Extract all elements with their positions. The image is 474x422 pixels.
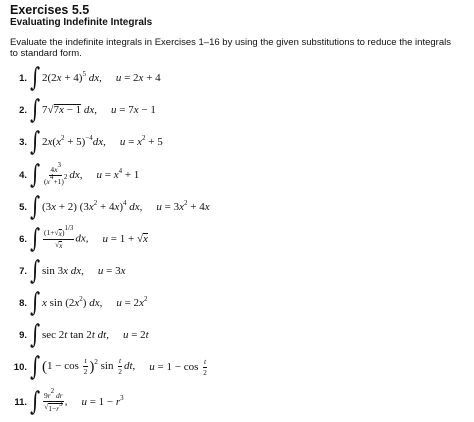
exercise-substitution: u = 7x − 1 — [111, 104, 156, 116]
exercise-integrand: (1 − cos $\frac{t}{2}$ )$^2$ sin $\frac{t}{2}$ dt, — [42, 356, 136, 377]
exercise-substitution: $u = 2x^2$ — [116, 295, 148, 309]
exercise-substitution: $u = x^2 + 5$ — [119, 134, 163, 148]
integral-sign: ∫ — [30, 224, 41, 254]
exercise-integrand: $9r^2$ dr √ $1-r^3$ , — [44, 387, 68, 413]
integral-sign: ∫ — [30, 160, 41, 190]
exercise-item — [10, 160, 139, 190]
exercise-item — [10, 95, 156, 125]
exercise-item — [10, 63, 161, 93]
exercise-item — [10, 224, 148, 254]
exercise-integrand: sin 3x dx, — [42, 265, 84, 277]
exercise-page — [10, 3, 468, 59]
integral-sign: ∫ — [30, 192, 41, 222]
integral-sign: ∫ — [30, 288, 41, 318]
exercise-item — [10, 127, 163, 157]
exercise-integrand: $2x(x^2 + 5)^{-4}dx$, — [42, 134, 106, 148]
exercise-item — [10, 192, 210, 222]
integral-sign: ∫ — [30, 256, 41, 286]
exercise-number: 10. — [13, 361, 27, 373]
exercise-substitution: u = 2x + 4 — [115, 72, 161, 84]
instructions-text: Evaluate the indefinite integrals in Exercises 1–16 by using the given substitutions to reduce the integrals to standard form. — [10, 37, 451, 59]
exercise-number: 8. — [19, 297, 27, 309]
exercise-number: 7. — [19, 265, 27, 277]
exercise-integrand: $\frac{4x^3}{(x^4+1)^2}$ dx, — [44, 160, 83, 186]
page-title: Exercises 5.5 — [10, 3, 90, 17]
exercise-substitution: u = 2t — [122, 329, 149, 341]
exercise-integrand: $2(2x + 4)^5$ dx, — [42, 70, 102, 84]
exercise-number: 11. — [14, 396, 27, 408]
integral-sign: ∫ — [30, 127, 41, 157]
integral-sign: ∫ — [30, 63, 41, 93]
exercise-item — [10, 320, 149, 350]
exercise-item — [10, 288, 147, 318]
exercise-number: 4. — [19, 169, 27, 181]
integral-sign: ∫ — [30, 320, 41, 350]
exercise-substitution: $u = 1 - r^3$ — [81, 394, 124, 408]
exercise-number: 1. — [19, 72, 27, 84]
exercise-number: 3. — [19, 136, 27, 148]
exercise-substitution: $u = 3x^2 + 4x$ — [156, 199, 210, 213]
exercise-item — [10, 256, 125, 286]
exercise-substitution: $u = x^4 + 1$ — [96, 167, 140, 181]
exercise-number: 2. — [19, 104, 27, 116]
exercise-integrand: sec 2t tan 2t dt, — [42, 329, 109, 341]
exercise-number: 6. — [19, 233, 27, 245]
integral-sign: ∫ — [30, 352, 41, 382]
exercise-substitution: u = 1 + √ x — [102, 233, 148, 245]
exercise-substitution: u = 3x — [97, 265, 126, 277]
exercise-integrand: x $\sin (2x^2)$ dx, — [42, 295, 103, 309]
exercise-item — [10, 352, 209, 382]
integral-sign: ∫ — [30, 95, 41, 125]
exercise-integrand: (3x + 2) $(3x^2 + 4x)^4$ dx, — [42, 199, 143, 213]
integral-sign: ∫ — [30, 387, 41, 417]
exercise-integrand: 7 √ 7x − 1 dx, — [42, 104, 98, 116]
page-subtitle: Evaluating Indefinite Integrals — [10, 17, 153, 28]
exercise-number: 9. — [19, 329, 27, 341]
exercise-item — [10, 387, 124, 417]
exercise-substitution: u = 1 − cos $\frac{t}{2}$ — [149, 356, 207, 377]
exercise-number: 5. — [19, 201, 27, 213]
exercise-integrand: (1+ √ x )$^{1/3}$ √ x dx, — [44, 224, 89, 250]
